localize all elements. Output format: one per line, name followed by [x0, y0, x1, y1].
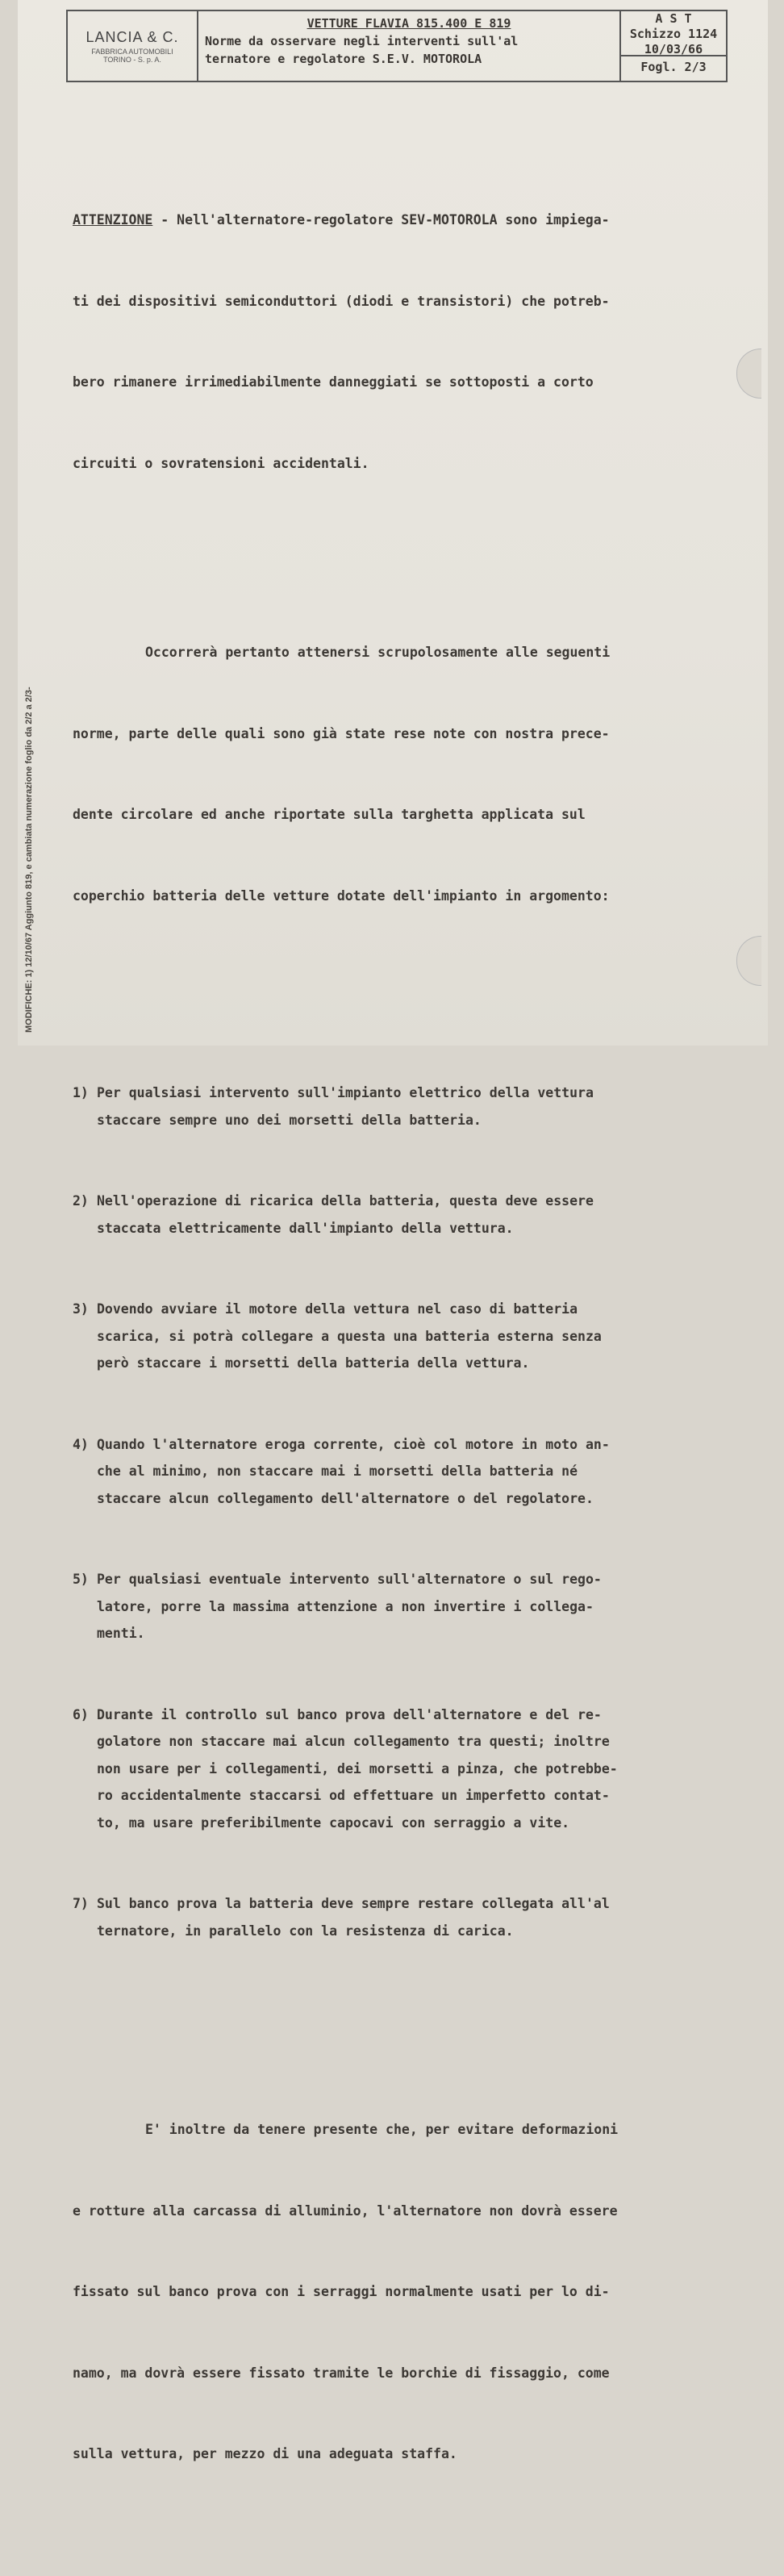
binder-hole: [736, 936, 761, 986]
intro-line: ti dei dispositivi semiconduttori (diodi e transistori) che potreb-: [73, 293, 610, 309]
list-item: [73, 1188, 724, 1242]
binder-hole: [736, 349, 761, 399]
intro-line: - Nell'alternatore-regolatore SEV-MOTOROLA sono impiega-: [152, 212, 610, 228]
list-text: Durante il controllo sul banco prova dell'alternatore e del re- golatore non staccare mai alcun collegamento tra questi; inoltre non usare per i collegamenti, dei morsetti a pinza, che potrebbe- ro accidentalmente staccarsi od effettuare un imperfetto contat- to, ma usare preferibilmente capocavi con serraggio a vite.: [97, 1706, 618, 1831]
paragraph-line: E' inoltre da tenere presente che, per evitare deformazioni: [145, 2122, 619, 2137]
company-block: [68, 11, 198, 81]
list-number: 2): [73, 1193, 89, 1209]
paragraph-line: fissato sul banco prova con i serraggi normalmente usati per lo di-: [73, 2284, 610, 2299]
list-number: 6): [73, 1706, 89, 1722]
intro-paragraph: [73, 152, 724, 531]
reference-block: [621, 11, 726, 81]
company-name: LANCIA & C.: [85, 28, 179, 45]
document-title: VETTURE FLAVIA 815.400 E 819: [307, 16, 511, 31]
list-text: Per qualsiasi eventuale intervento sull'alternatore o sul rego- latore, porre la massima attenzione a non invertire i collega- menti.: [97, 1572, 602, 1641]
margin-modification-note: MODIFICHE: 1) 12/10/67 Aggiunto 819, e cambiata numerazione foglio da 2/2 a 2/3-: [24, 687, 34, 1033]
paragraph-line: Occorrerà pertanto attenersi scrupolosamente alle seguenti: [145, 645, 611, 660]
list-text: Per qualsiasi intervento sull'impianto elettrico della vettura staccare sempre uno dei morsetti della batteria.: [97, 1085, 594, 1128]
list-number: 5): [73, 1572, 89, 1587]
list-text: Sul banco prova la batteria deve sempre restare collegata all'al ternatore, in parallelo con la resistenza di carica.: [97, 1896, 610, 1939]
reference-top: [621, 11, 726, 56]
rules-list: [73, 1025, 724, 1998]
norms-paragraph: [73, 585, 724, 963]
list-item: [73, 1431, 724, 1513]
paragraph-line: norme, parte delle quali sono già state rese note con nostra prece-: [73, 725, 610, 741]
list-item: [73, 1296, 724, 1377]
paragraph-line: e rotture alla carcassa di alluminio, l'alternatore non dovrà essere: [73, 2202, 618, 2219]
sheet-number: Fogl. 2/3: [640, 60, 707, 74]
attention-heading: ATTENZIONE: [73, 212, 153, 228]
paragraph-line: coperchio batteria delle vetture dotate dell'impianto in argomento:: [73, 887, 610, 904]
list-item: [73, 1566, 724, 1647]
sketch-number: Schizzo 1124: [629, 27, 718, 41]
final-paragraph: [73, 2062, 724, 2522]
document-date: 10/03/66: [644, 42, 703, 56]
paragraph-line: sulla vettura, per mezzo di una adeguata staffa.: [73, 2446, 457, 2461]
list-number: 3): [73, 1301, 89, 1317]
header-table: [66, 10, 728, 82]
paragraph-line: namo, ma dovrà essere fissato tramite le borchie di fissaggio, come: [73, 2365, 610, 2381]
list-text: Quando l'alternatore eroga corrente, cioè col motore in moto an- che al minimo, non staccare mai i morsetti della batteria né staccare alcun collegamento dell'alternatore o del regolatore.: [97, 1436, 610, 1506]
document-subtitle-line1: Norme da osservare negli interventi sull'al: [205, 34, 519, 48]
document-subtitle-line2: ternatore e regolatore S.E.V. MOTOROLA: [205, 52, 482, 66]
document-body: [73, 98, 724, 2576]
list-item: [73, 1890, 724, 1944]
reference-code: A S T: [655, 11, 692, 26]
list-item: [73, 1079, 724, 1134]
paragraph-line: dente circolare ed anche riportate sulla targhetta applicata sul: [73, 807, 586, 822]
document-page: [18, 0, 768, 2461]
list-text: Nell'operazione di ricarica della batteria, questa deve essere staccata elettricamente dall'impianto della vettura.: [97, 1193, 594, 1236]
company-subtitle: FABBRICA AUTOMOBILI: [91, 47, 173, 56]
list-number: 1): [73, 1085, 89, 1100]
intro-line: circuiti o sovratensioni accidentali.: [73, 455, 369, 471]
list-number: 7): [73, 1896, 89, 1911]
intro-line: bero rimanere irrimediabilmente danneggiati se sottoposti a corto: [73, 374, 594, 390]
list-item: [73, 1701, 724, 1837]
title-block: [198, 11, 621, 81]
list-text: Dovendo avviare il motore della vettura nel caso di batteria scarica, si potrà collegare a questa una batteria esterna senza però staccare i morsetti della batteria della vettura.: [97, 1301, 602, 1371]
list-number: 4): [73, 1436, 89, 1452]
company-city: TORINO - S. p. A.: [103, 55, 161, 64]
